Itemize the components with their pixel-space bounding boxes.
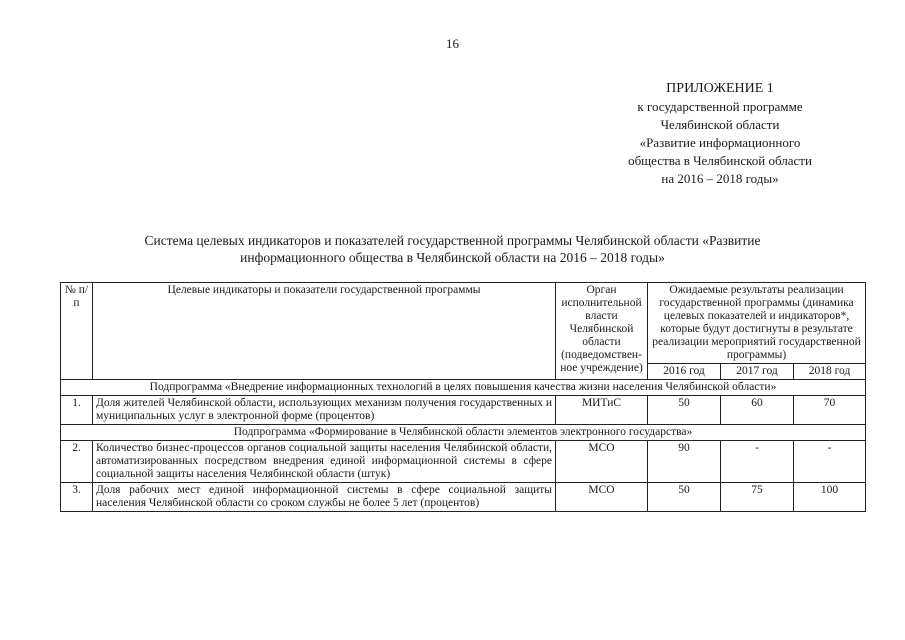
header-year-2017: 2017 год: [721, 364, 794, 380]
header-year-2016: 2016 год: [648, 364, 721, 380]
row-organ: МСО: [556, 483, 648, 512]
header-expected-results: Ожидаемые результаты реализации государственной программы (динамика целевых показателей и индикаторов*, которые будут достигнуты в результате реализации мероприятий государственной программы): [648, 283, 866, 364]
header-num: № п/п: [61, 283, 93, 380]
header-organ: Орган исполнительной власти Челябинской области (подведомствен-ное учреждение): [556, 283, 648, 380]
row-value-2016: 50: [648, 396, 721, 425]
row-value-2017: -: [721, 441, 794, 483]
appendix-line: на 2016 – 2018 годы»: [661, 171, 779, 186]
document-title-line: информационного общества в Челябинской области на 2016 – 2018 годы»: [240, 250, 665, 265]
indicators-table: [60, 282, 866, 512]
table-row: [61, 396, 866, 425]
appendix-line: общества в Челябинской области: [628, 153, 812, 168]
appendix-line: Челябинской области: [660, 117, 780, 132]
subprogram-row: [61, 425, 866, 441]
row-value-2018: 70: [794, 396, 866, 425]
row-organ: МСО: [556, 441, 648, 483]
table-row: [61, 441, 866, 483]
row-number: 1.: [61, 396, 93, 425]
page-number: 16: [446, 36, 459, 51]
header-indicators: Целевые индикаторы и показатели государственной программы: [93, 283, 556, 380]
row-value-2017: 60: [721, 396, 794, 425]
appendix-heading: ПРИЛОЖЕНИЕ 1: [666, 81, 774, 96]
row-organ: МИТиС: [556, 396, 648, 425]
table-row: [61, 483, 866, 512]
subprogram-title: Подпрограмма «Внедрение информационных технологий в целях повышения качества жизни населения Челябинской области»: [61, 380, 866, 396]
appendix-line: «Развитие информационного: [639, 135, 801, 150]
document-title-line: Система целевых индикаторов и показателей государственной программы Челябинской области «Развитие: [144, 233, 761, 248]
row-value-2017: 75: [721, 483, 794, 512]
appendix-block: [600, 80, 840, 188]
subprogram-row: [61, 380, 866, 396]
header-year-2018: 2018 год: [794, 364, 866, 380]
table-header-row: [61, 283, 866, 364]
appendix-line: к государственной программе: [637, 99, 803, 114]
row-number: 2.: [61, 441, 93, 483]
row-description: Доля жителей Челябинской области, использующих механизм получения государственных и муниципальных услуг в электронной форме (процентов): [93, 396, 556, 425]
subprogram-title: Подпрограмма «Формирование в Челябинской области элементов электронного государства»: [61, 425, 866, 441]
row-value-2016: 90: [648, 441, 721, 483]
row-value-2018: 100: [794, 483, 866, 512]
document-title: [95, 232, 810, 266]
row-description: Доля рабочих мест единой информационной системы в сфере социальной защиты населения Челябинской области со сроком службы не более 5 лет (процентов): [93, 483, 556, 512]
row-value-2016: 50: [648, 483, 721, 512]
row-number: 3.: [61, 483, 93, 512]
row-description: Количество бизнес-процессов органов социальной защиты населения Челябинской области, автоматизированных посредством внедрения единой информационной системы в сфере социальной защиты населения Челябинской области (штук): [93, 441, 556, 483]
row-value-2018: -: [794, 441, 866, 483]
